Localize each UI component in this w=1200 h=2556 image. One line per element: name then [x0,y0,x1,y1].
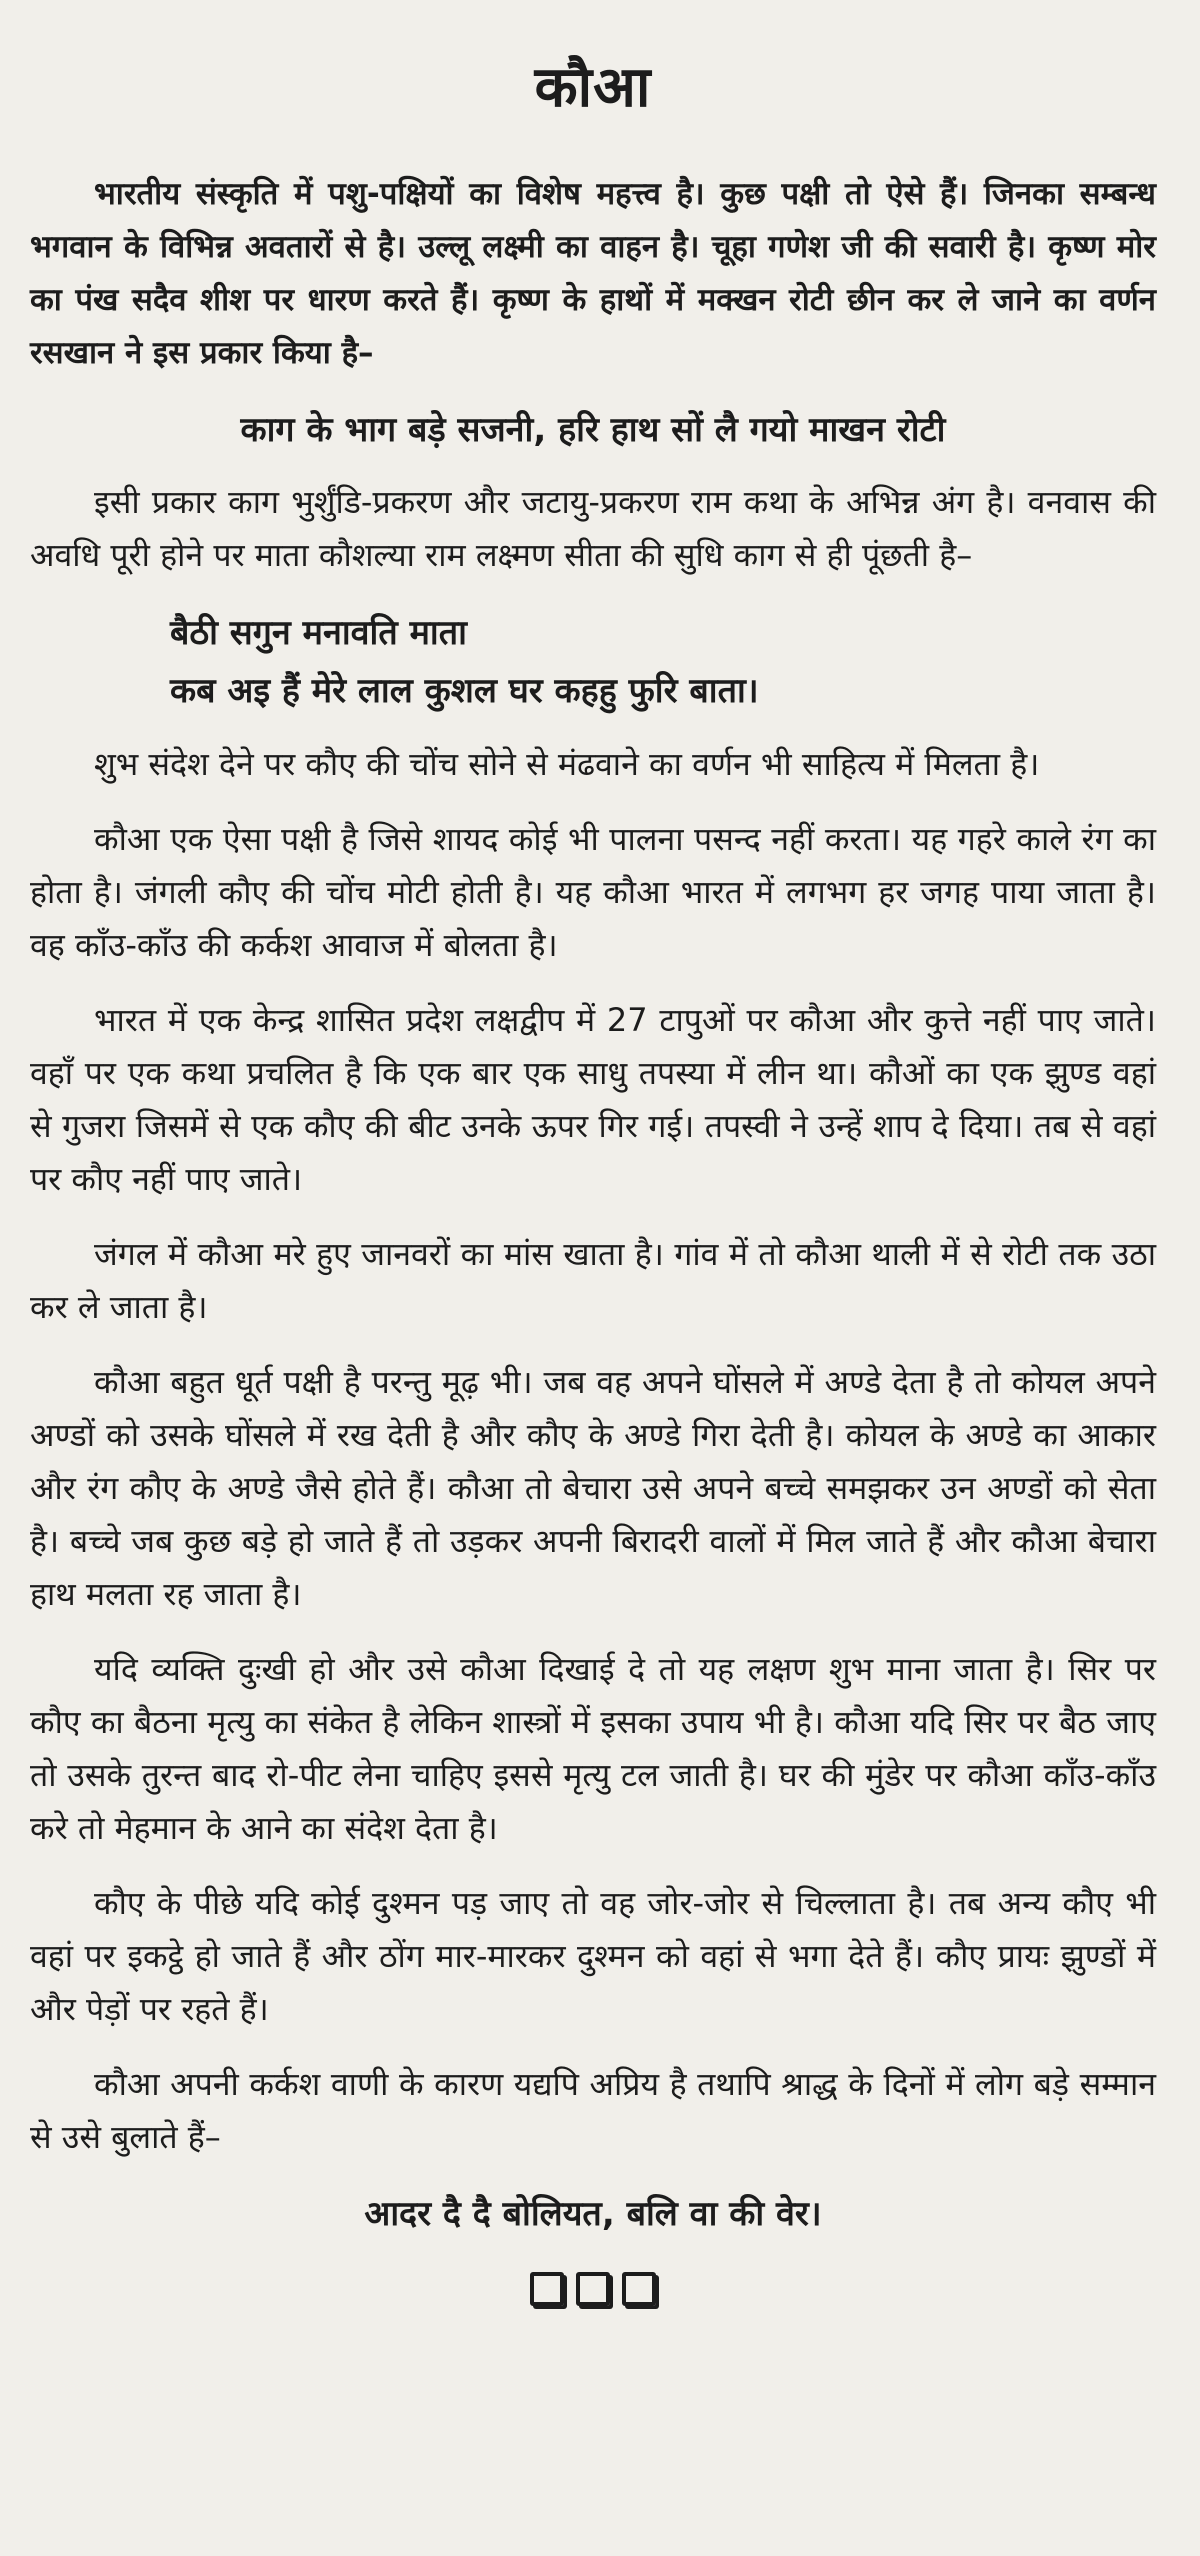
paragraph-koyal: कौआ बहुत धूर्त पक्षी है परन्तु मूढ़ भी। जब वह अपने घोंसले में अण्डे देता है तो कोयल अपने अण्डों को उसके घोंसले में रख देती है और कौए के अण्डे गिरा देती है। कोयल के अण्डे का आकार और रंग कौए के अण्डे जैसे होते हैं। कौआ तो बेचारा उसे अपने बच्चे समझकर उन अण्डों को सेता है। बच्चे जब कुछ बड़े हो जाते हैं तो उड़कर अपनी बिरादरी वालों में मिल जाते हैं और कौआ बेचारा हाथ मलता रह जाता है। [30,1363,1156,1613]
end-box-icon [576,2272,610,2306]
paragraph-food: जंगल में कौआ मरे हुए जानवरों का मांस खाता है। गांव में तो कौआ थाली में से रोटी तक उठा कर ले जाता है। [30,1235,1156,1326]
paragraph-lakshadweep: भारत में एक केन्द्र शासित प्रदेश लक्षद्वीप में 27 टापुओं पर कौआ और कुत्ते नहीं पाए जाते। वहाँ पर एक कथा प्रचलित है कि एक बार एक साधु तपस्या में लीन था। कौओं का एक झुण्ड वहां से गुजरा जिसमें से एक कौए की बीट उनके ऊपर गिर गई। तपस्वी ने उन्हें शाप दे दिया। तब से वहां पर कौए नहीं पाए जाते। [30,1001,1156,1198]
end-box-icon [530,2272,564,2306]
paragraph-shubh-sandesh: शुभ संदेश देने पर कौए की चोंच सोने से मंढवाने का वर्णन भी साहित्य में मिलता है। [94,745,1040,783]
verse-block [30,604,1156,720]
end-marks [30,2272,1156,2306]
paragraph-description: कौआ एक ऐसा पक्षी है जिसे शायद कोई भी पालना पसन्द नहीं करता। यह गहरे काले रंग का होता है। जंगली कौए की चोंच मोटी होती है। यह कौआ भारत में लगभग हर जगह पाया जाता है। वह काँउ-काँउ की कर्कश आवाज में बोलता है। [30,820,1156,964]
couplet-closing: आदर दै दै बोलियत, बलि वा की वेर। [364,2194,822,2234]
verse-line-1: बैठी सगुन मनावति माता [170,613,467,653]
paragraph-ramkatha: इसी प्रकार काग भुर्शुंडि-प्रकरण और जटायु-प्रकरण राम कथा के अभिन्न अंग है। वनवास की अवधि पूरी होने पर माता कौशल्या राम लक्ष्मण सीता की सुधि काग से ही पूंछती है– [30,483,1156,574]
paragraph-intro: भारतीय संस्कृति में पशु-पक्षियों का विशेष महत्त्व है। कुछ पक्षी तो ऐसे हैं। जिनका सम्बन्ध भगवान के विभिन्न अवतारों से है। उल्लू लक्ष्मी का वाहन है। चूहा गणेश जी की सवारी है। कृष्ण मोर का पंख सदैव शीश पर धारण करते हैं। कृष्ण के हाथों में मक्खन रोटी छीन कर ले जाने का वर्णन रसखान ने इस प्रकार किया है– [30,176,1156,371]
paragraph-shraddh: कौआ अपनी कर्कश वाणी के कारण यद्यपि अप्रिय है तथापि श्राद्ध के दिनों में लोग बड़े सम्मान से उसे बुलाते हैं– [30,2065,1156,2156]
page-title: कौआ [534,55,652,120]
couplet-raskhan: काग के भाग बड़े सजनी, हरि हाथ सों लै गयो माखन रोटी [240,410,946,450]
paragraph-omens: यदि व्यक्ति दुःखी हो और उसे कौआ दिखाई दे तो यह लक्षण शुभ माना जाता है। सिर पर कौए का बैठना मृत्यु का संकेत है लेकिन शास्त्रों में इसका उपाय भी है। कौआ यदि सिर पर बैठ जाए तो उसके तुरन्त बाद रो-पीट लेना चाहिए इससे मृत्यु टल जाती है। घर की मुंडेर पर कौआ काँउ-काँउ करे तो मेहमान के आने का संदेश देता है। [30,1650,1156,1847]
paragraph-flock: कौए के पीछे यदि कोई दुश्मन पड़ जाए तो वह जोर-जोर से चिल्लाता है। तब अन्य कौए भी वहां पर इकट्ठे हो जाते हैं और ठोंग मार-मारकर दुश्मन को वहां से भगा देते हैं। कौए प्रायः झुण्डों में और पेड़ों पर रहते हैं। [30,1884,1156,2028]
end-box-icon [622,2272,656,2306]
verse-line-2: कब अइ हैं मेरे लाल कुशल घर कहहु फुरि बाता। [170,671,759,711]
